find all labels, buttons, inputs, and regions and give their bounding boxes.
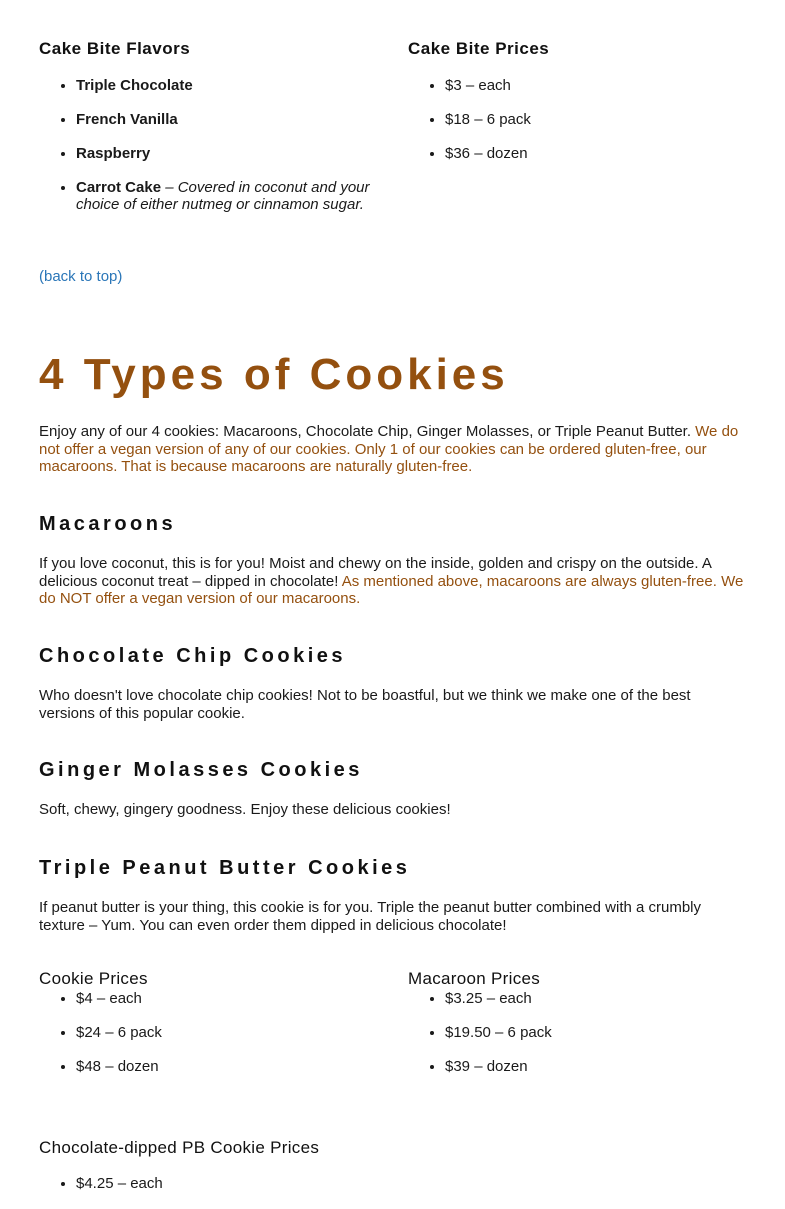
- list-item: [76, 145, 416, 162]
- list-item: • $4 – each: [76, 990, 416, 1007]
- list-item: • $24 – 6 pack: [76, 1024, 416, 1041]
- page-section-title: 4 Types of Cookies: [39, 350, 509, 399]
- cake-bite-flavors-heading: Cake Bite Flavors: [39, 39, 191, 58]
- macaroon-prices-heading: Macaroon Prices: [408, 969, 541, 988]
- pb-prices-list: [39, 1175, 416, 1209]
- cookie-prices-list: [39, 990, 416, 1092]
- macaroons-heading: Macaroons: [39, 513, 177, 535]
- list-item: [76, 111, 416, 128]
- list-item: [76, 77, 416, 94]
- pb-prices-heading: Chocolate-dipped PB Cookie Prices: [39, 1138, 320, 1157]
- cookies-intro: [39, 423, 749, 476]
- back-to-top-link[interactable]: (back to top): [39, 268, 123, 285]
- chocolate-chip-description: Who doesn't love chocolate chip cookies! Not to be boastful, but we think we make one of the best versions of this popular cookie.: [39, 687, 691, 722]
- intro-text: Enjoy any of our 4 cookies: Macaroons, Chocolate Chip, Ginger Molasses, or Triple Peanut Butter.: [39, 423, 696, 440]
- flavor-description: – Covered in coconut and your choice of either nutmeg or cinnamon sugar.: [76, 179, 370, 213]
- ginger-molasses-description: Soft, chewy, gingery goodness. Enjoy these delicious cookies!: [39, 801, 451, 818]
- peanut-butter-description: If peanut butter is your thing, this cookie is for you. Triple the peanut butter combined with a crumbly texture – Yum. You can even order them dipped in delicious chocolate!: [39, 899, 702, 934]
- list-item: • $19.50 – 6 pack: [445, 1024, 785, 1041]
- intro-note: We do not offer a vegan version of any of our cookies. Only 1 of our cookies can be ordered gluten-free, our macaroons. That is because macaroons are naturally gluten-free.: [39, 423, 739, 475]
- cookie-prices-heading: Cookie Prices: [39, 969, 148, 988]
- peanut-butter-heading: Triple Peanut Butter Cookies: [39, 857, 411, 879]
- macaroons-text: If you love coconut, this is for you! Moist and chewy on the inside, golden and crispy on the outside. A delicious coconut treat – dipped in chocolate!: [39, 555, 712, 590]
- flavor-name: Raspberry: [76, 145, 151, 162]
- list-item: • $36 – dozen: [445, 145, 785, 162]
- list-item: • $4.25 – each: [76, 1175, 416, 1192]
- flavor-name: Carrot Cake: [76, 179, 162, 196]
- list-item: • $39 – dozen: [445, 1058, 785, 1075]
- macaroon-prices-list: [408, 990, 785, 1092]
- ginger-molasses-heading: Ginger Molasses Cookies: [39, 759, 363, 781]
- list-item: [76, 179, 416, 213]
- macaroons-description: [39, 555, 749, 608]
- list-item: • $3 – each: [445, 77, 785, 94]
- list-item: • $48 – dozen: [76, 1058, 416, 1075]
- macaroons-note: As mentioned above, macaroons are always gluten-free. We do NOT offer a vegan version of our macaroons.: [39, 572, 744, 607]
- cake-bite-prices-list: [408, 77, 785, 179]
- list-item: • $3.25 – each: [445, 990, 785, 1007]
- flavor-name: French Vanilla: [76, 111, 178, 128]
- list-item: • $18 – 6 pack: [445, 111, 785, 128]
- chocolate-chip-heading: Chocolate Chip Cookies: [39, 645, 347, 667]
- flavor-name: Triple Chocolate: [76, 77, 193, 94]
- cake-bite-flavors-list: [39, 77, 416, 230]
- cake-bite-prices-heading: Cake Bite Prices: [408, 39, 550, 58]
